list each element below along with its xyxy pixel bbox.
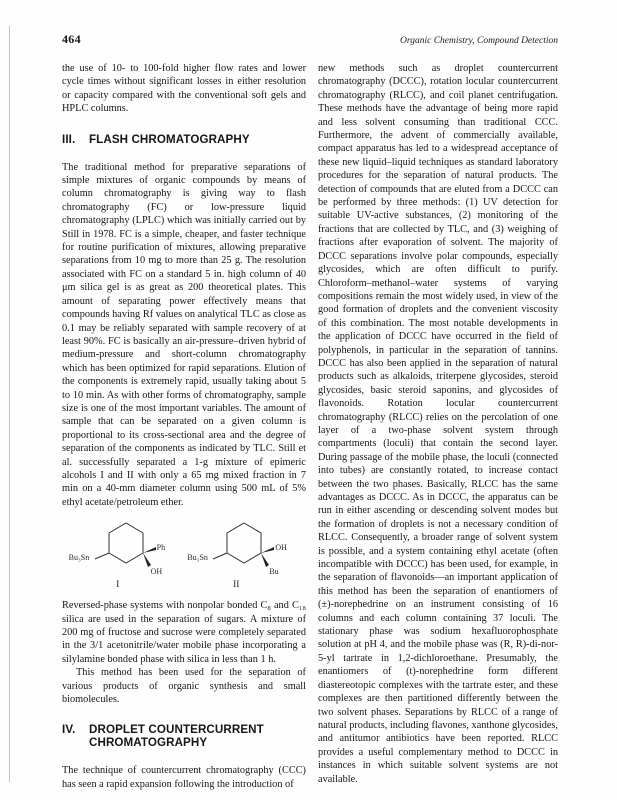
substituent-label: Bu₃Sn [187,553,208,563]
left-column [62,62,306,791]
substituent-label: Ph [156,543,166,553]
chemical-structures-figure [62,515,306,597]
section-number: III. [62,132,76,146]
paragraph-flash-chromatography: The traditional method for preparative separations of simple mixtures of organic compounds by means of column chromatography is giving way to flash chromatography (FC) or low-pressure liquid chromatography (LPLC) which was initially carried out by Still in 1978. FC is a simple, cheaper, and faster technique for routine purification of mixtures, allowing preparative separations from 10 mg to more than 25 g. The resolution associated with FC on a standard 5 in. high column of 40 μm silica gel is as great as 200 theoretical plates. This amount of separating power effectively means that compounds having Rf values on analytical TLC as close as 0.1 may be reliably separated with sample recovery of at least 90%. FC is basically an air-pressure–driven hybrid of medium-pressure and short-column chromatography which has been optimized for rapid separations. Elution of the components is extremely rapid, usually taking about 5 to 10 min. As with other forms of chromatography, sample size is one of the most important variables. The amount of sample that can be separated on a given column is proportional to its cross-sectional area and the degree of separation of the components as indicated by TLC. Still et al. successfully separated a 1-g mixture of epimeric alcohols I and II with only a 65 mg mixed fraction in 7 min on a 40-mm diameter column using 500 mL of 5% ethyl acetate/petroleum ether. [62,161,306,508]
compound-label-I: I [116,580,120,591]
substituent-label: OH [150,567,163,577]
paragraph-dccc-rlcc: new methods such as droplet countercurrent chromatography (DCCC), rotation locular countercurrent chromatography (RLCC), and coil planet centrifugation. These methods have the advantage of being more rapid and less solvent consuming than traditional CCC. Furthermore, the advent of commercially available, compact apparatus has led to a widespread acceptance of these new liquid–liquid techniques as standard laboratory procedures for the separation of natural products. The detection of compounds that are eluted from a DCCC can be performed by three methods: (1) UV detection for suitable UV-active substances, (2) monitoring of the fractions that are collected by TLC, and (3) weighing of fractions after evaporation of solvent. The majority of DCCC separations involve polar compounds, especially glycosides, which are often difficult to purify. Chloroform–methanol–water systems of varying compositions remain the most widely used, in view of the good formation of droplets and the convenient viscosity of this combination. The most notable developments in the application of DCCC have occurred in the field of polyphenols, in particular in the separation of tannins. DCCC has also been applied in the separation of natural products such as alkaloids, triterpene glycosides, steroid glycosides, basic steroid saponins, and glycosides of flavonoids. Rotation locular countercurrent chromatography (RLCC) relies on the percolation of one layer of a two-phase solvent system through compartments (loculi) that contain the second layer. During passage of the mobile phase, the loculi (connected into tubes) are constantly rotated, to increase contact between the two phases. Basically, RLCC has the same advantages as DCCC. As in DCCC, the apparatus can be run in either ascending or descending solvent modes but the formation of droplets is not a necessary condition of RLCC. Consequently, a broader range of solvent system is possible, and a system containing ethyl acetate (often incompatible with DCCC) has been used, for example, in the separation of flavonoids—an important application of this method has been the separation of enantiomers of (±)-norephedrine on an instrument consisting of 16 columns and each column containing 37 loculi. The stationary phase was sodium hexafluorophosphate solution at pH 4, and the mobile phase was (R, R)-di-nor-5-yl tartrate in 1,2-dichloroethane. Presumably, the enantiomers of (t)-norephedrine form different diastereotopic complexes with the tartrate ester, and these complexes are then partitioned differently between the two solvent phases. Separations by RLCC of a range of natural products, including flavones, xanthone glycosides, and antitumor antibiotics have been reported. RLCC provides a useful complementary method to DCCC in instances in which suitable solvent systems are not available. [318,63,558,785]
substituent-label: Bu [269,567,279,577]
paragraph-method-uses: This method has been used for the separation of various products of organic synthesis and small biomolecules. [62,667,306,706]
paragraph-ccc-intro: The technique of countercurrent chromatography (CCC) has seen a rapid expansion following the introduction of [62,765,306,790]
section-heading-droplet-countercurrent [62,723,306,749]
page-header [62,32,558,47]
section-number: IV. [62,723,76,737]
structure-compound-1 [69,515,181,595]
section-title: FLASH CHROMATOGRAPHY [89,132,250,146]
compound-label-II: II [233,580,240,591]
paragraph-intro: the use of 10- to 100-fold higher flow rates and lower cycle times without significant losses in either resolution or capacity compared with the conventional soft gels and HPLC columns. [62,63,306,115]
paragraph-reversed-phase: Reversed-phase systems with nonpolar bonded C₈ and C₁₈ silica are used in the separation of sugars. A mixture of 200 mg of fructose and sucrose were completely separated in the 3/1 acetonitrile/water mobile phase incorporating a silylamine bonded phase with silica in less than 1 h. [62,600,306,665]
substituent-label: OH [275,543,287,553]
section-heading-flash-chromatography [62,133,306,146]
right-column [318,62,558,786]
section-title: DROPLET COUNTERCURRENT CHROMATOGRAPHY [89,723,264,750]
running-title: Organic Chemistry, Compound Detection [400,36,558,46]
page-number: 464 [62,32,81,46]
structure-compound-2 [187,515,299,595]
scan-edge-artifact [9,26,10,782]
substituent-label: Bu₃Sn [68,553,90,563]
